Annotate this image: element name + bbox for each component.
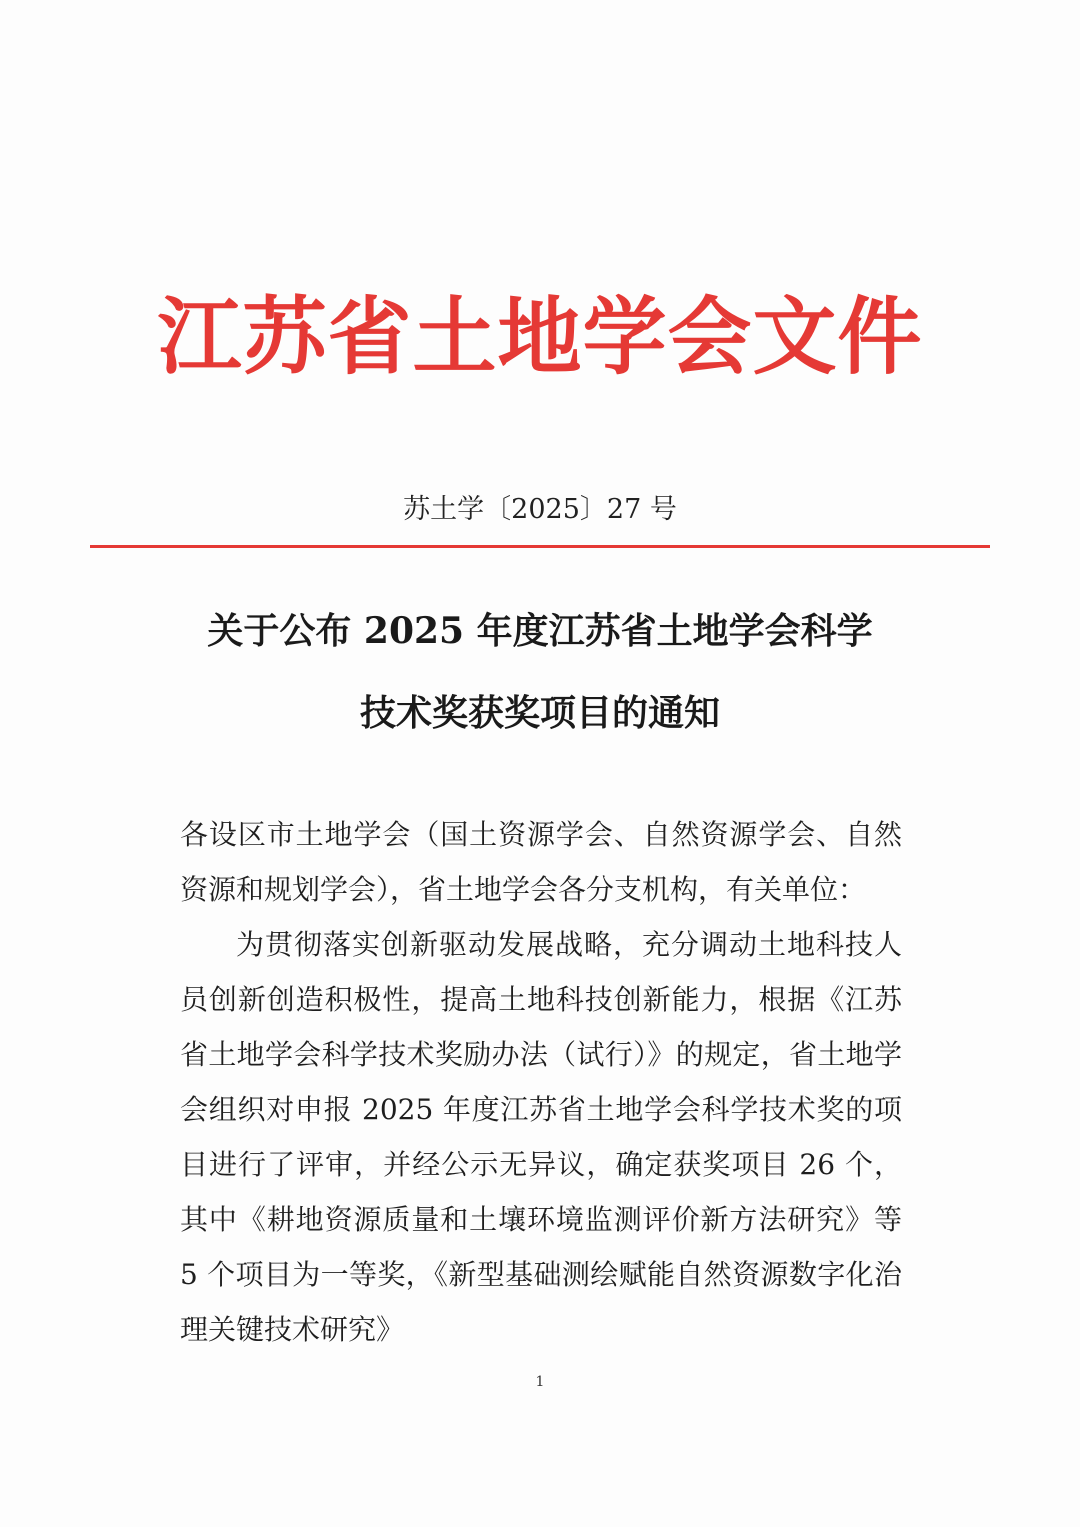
page-number: 1 xyxy=(535,1374,545,1390)
masthead-title: 江苏省土地学会文件 xyxy=(157,287,923,386)
red-divider-line xyxy=(90,545,990,548)
notice-title-line-2: 技术奖获奖项目的通知 xyxy=(359,692,720,734)
salutation-text: 各设区市土地学会（国土资源学会、自然资源学会、自然资源和规划学会），省土地学会各分支机构，有关单位： xyxy=(180,818,902,906)
document-number: 苏土学〔2025〕27 号 xyxy=(403,494,677,525)
notice-title-line-1: 关于公布 2025 年度江苏省土地学会科学 xyxy=(207,610,873,652)
body-paragraph: 为贯彻落实创新驱动发展战略，充分调动土地科技人员创新创造积极性，提高土地科技创新能力，根据《江苏省土地学会科学技术奖励办法（试行）》的规定，省土地学会组织对申报 2025 年度江苏省土地学会科学技术奖的项目进行了评审，并经公示无异议，确定获奖项目 26 个，其中《耕地资源质量和土壤环境监测评价新方法研究》等 5 个项目为一等奖，《新型基础测绘赋能自然资源数字化治理关键技术研究》 xyxy=(180,928,902,1346)
